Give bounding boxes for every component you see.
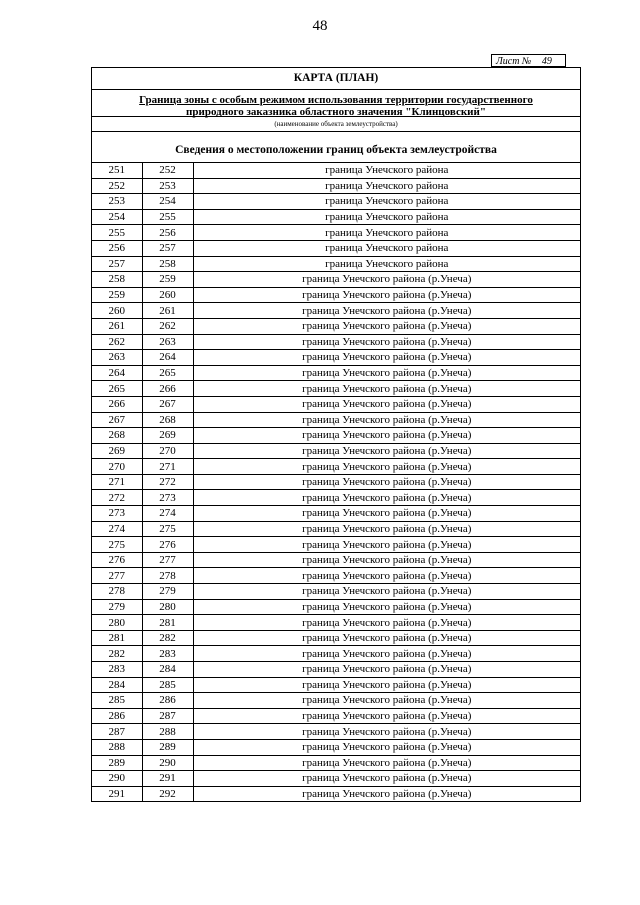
to-point-cell: 266 [142,381,193,397]
table-row [92,490,580,506]
to-point-cell: 288 [142,724,193,740]
to-point-cell: 267 [142,396,193,412]
from-point-cell: 268 [92,428,142,444]
description-cell: граница Унечского района (р.Унеча) [193,350,580,366]
table-row [92,739,580,755]
from-point-cell: 276 [92,552,142,568]
table-row [92,786,580,801]
table-row [92,287,580,303]
description-cell: граница Унечского района [193,240,580,256]
table-row [92,334,580,350]
from-point-cell: 270 [92,459,142,475]
table-row [92,272,580,288]
to-point-cell: 272 [142,474,193,490]
from-point-cell: 255 [92,225,142,241]
from-point-cell: 257 [92,256,142,272]
table-row [92,443,580,459]
from-point-cell: 256 [92,240,142,256]
from-point-cell: 286 [92,708,142,724]
table-row [92,225,580,241]
sheet-number: 49 [534,56,560,68]
to-point-cell: 264 [142,350,193,366]
table-row [92,459,580,475]
to-point-cell: 276 [142,537,193,553]
to-point-cell: 280 [142,599,193,615]
description-cell: граница Унечского района (р.Унеча) [193,568,580,584]
table-row [92,662,580,678]
to-point-cell: 290 [142,755,193,771]
description-cell: граница Унечского района (р.Унеча) [193,630,580,646]
to-point-cell: 282 [142,630,193,646]
to-point-cell: 273 [142,490,193,506]
to-point-cell: 274 [142,506,193,522]
table-row [92,350,580,366]
description-cell: граница Унечского района (р.Унеча) [193,677,580,693]
table-row [92,552,580,568]
description-cell: граница Унечского района (р.Унеча) [193,786,580,801]
description-cell: граница Унечского района (р.Унеча) [193,443,580,459]
table-row [92,755,580,771]
object-name-line-1: Граница зоны с особым режимом использования территории государственного [139,94,533,106]
section-title: Сведения о местоположении границ объекта землеустройства [92,138,580,163]
table-row [92,303,580,319]
to-point-cell: 287 [142,708,193,724]
table-row [92,178,580,194]
table-row [92,428,580,444]
from-point-cell: 273 [92,506,142,522]
from-point-cell: 271 [92,474,142,490]
to-point-cell: 255 [142,209,193,225]
description-cell: граница Унечского района (р.Унеча) [193,412,580,428]
from-point-cell: 284 [92,677,142,693]
description-cell: граница Унечского района (р.Унеча) [193,474,580,490]
to-point-cell: 259 [142,272,193,288]
table-row [92,771,580,787]
from-point-cell: 258 [92,272,142,288]
to-point-cell: 292 [142,786,193,801]
table-row [92,412,580,428]
from-point-cell: 288 [92,739,142,755]
to-point-cell: 271 [142,459,193,475]
description-cell: граница Унечского района (р.Унеча) [193,490,580,506]
description-cell: граница Унечского района (р.Унеча) [193,334,580,350]
description-cell: граница Унечского района (р.Унеча) [193,771,580,787]
from-point-cell: 261 [92,318,142,334]
table-row [92,194,580,210]
description-cell: граница Унечского района (р.Унеча) [193,755,580,771]
table-row [92,584,580,600]
to-point-cell: 252 [142,163,193,178]
from-point-cell: 253 [92,194,142,210]
from-point-cell: 254 [92,209,142,225]
object-name [92,90,580,116]
to-point-cell: 268 [142,412,193,428]
to-point-cell: 281 [142,615,193,631]
to-point-cell: 270 [142,443,193,459]
description-cell: граница Унечского района (р.Унеча) [193,599,580,615]
description-cell: граница Унечского района (р.Унеча) [193,506,580,522]
sheet-number-box [491,54,566,67]
object-name-line-2: природного заказника областного значения "Клинцовский" [186,106,486,118]
to-point-cell: 286 [142,693,193,709]
description-cell: граница Унечского района [193,225,580,241]
from-point-cell: 280 [92,615,142,631]
to-point-cell: 278 [142,568,193,584]
description-cell: граница Унечского района (р.Унеча) [193,303,580,319]
table-row [92,163,580,178]
table-row [92,256,580,272]
table-row [92,724,580,740]
from-point-cell: 272 [92,490,142,506]
description-cell: граница Унечского района (р.Унеча) [193,662,580,678]
to-point-cell: 258 [142,256,193,272]
description-cell: граница Унечского района (р.Унеча) [193,552,580,568]
to-point-cell: 277 [142,552,193,568]
to-point-cell: 262 [142,318,193,334]
description-cell: граница Унечского района [193,194,580,210]
table-row [92,630,580,646]
sheet-label: Лист № [496,56,532,67]
map-plan-frame [91,67,581,802]
from-point-cell: 278 [92,584,142,600]
from-point-cell: 263 [92,350,142,366]
to-point-cell: 291 [142,771,193,787]
to-point-cell: 253 [142,178,193,194]
description-cell: граница Унечского района (р.Унеча) [193,724,580,740]
table-row [92,506,580,522]
description-cell: граница Унечского района [193,163,580,178]
to-point-cell: 263 [142,334,193,350]
description-cell: граница Унечского района (р.Унеча) [193,365,580,381]
to-point-cell: 285 [142,677,193,693]
to-point-cell: 279 [142,584,193,600]
from-point-cell: 266 [92,396,142,412]
table-row [92,209,580,225]
description-cell: граница Унечского района (р.Унеча) [193,381,580,397]
to-point-cell: 275 [142,521,193,537]
from-point-cell: 252 [92,178,142,194]
table-row [92,599,580,615]
to-point-cell: 260 [142,287,193,303]
from-point-cell: 281 [92,630,142,646]
from-point-cell: 267 [92,412,142,428]
table-row [92,381,580,397]
from-point-cell: 277 [92,568,142,584]
from-point-cell: 279 [92,599,142,615]
from-point-cell: 274 [92,521,142,537]
object-caption: (наименование объекта землеустройства) [92,116,580,132]
from-point-cell: 282 [92,646,142,662]
from-point-cell: 289 [92,755,142,771]
from-point-cell: 287 [92,724,142,740]
description-cell: граница Унечского района (р.Унеча) [193,318,580,334]
table-row [92,615,580,631]
from-point-cell: 283 [92,662,142,678]
from-point-cell: 290 [92,771,142,787]
from-point-cell: 264 [92,365,142,381]
table-row [92,318,580,334]
from-point-cell: 251 [92,163,142,178]
description-cell: граница Унечского района (р.Унеча) [193,521,580,537]
description-cell: граница Унечского района (р.Унеча) [193,739,580,755]
page-number: 48 [312,18,328,34]
table-row [92,240,580,256]
description-cell: граница Унечского района (р.Унеча) [193,646,580,662]
from-point-cell: 291 [92,786,142,801]
to-point-cell: 283 [142,646,193,662]
description-cell: граница Унечского района (р.Унеча) [193,693,580,709]
description-cell: граница Унечского района (р.Унеча) [193,537,580,553]
boundary-table-body [92,163,580,801]
table-row [92,646,580,662]
table-row [92,396,580,412]
description-cell: граница Унечского района (р.Унеча) [193,287,580,303]
description-cell: граница Унечского района [193,256,580,272]
description-cell: граница Унечского района [193,178,580,194]
table-row [92,677,580,693]
description-cell: граница Унечского района (р.Унеча) [193,708,580,724]
from-point-cell: 269 [92,443,142,459]
to-point-cell: 284 [142,662,193,678]
table-row [92,474,580,490]
from-point-cell: 260 [92,303,142,319]
description-cell: граница Унечского района (р.Унеча) [193,272,580,288]
table-row [92,521,580,537]
from-point-cell: 275 [92,537,142,553]
table-row [92,537,580,553]
map-title: КАРТА (ПЛАН) [92,68,580,90]
description-cell: граница Унечского района (р.Унеча) [193,396,580,412]
table-row [92,568,580,584]
to-point-cell: 261 [142,303,193,319]
to-point-cell: 265 [142,365,193,381]
to-point-cell: 269 [142,428,193,444]
to-point-cell: 254 [142,194,193,210]
to-point-cell: 256 [142,225,193,241]
boundary-table [92,163,580,801]
description-cell: граница Унечского района (р.Унеча) [193,459,580,475]
description-cell: граница Унечского района (р.Унеча) [193,584,580,600]
from-point-cell: 259 [92,287,142,303]
description-cell: граница Унечского района (р.Унеча) [193,428,580,444]
table-row [92,708,580,724]
from-point-cell: 262 [92,334,142,350]
from-point-cell: 265 [92,381,142,397]
to-point-cell: 289 [142,739,193,755]
description-cell: граница Унечского района (р.Унеча) [193,615,580,631]
table-row [92,693,580,709]
from-point-cell: 285 [92,693,142,709]
to-point-cell: 257 [142,240,193,256]
description-cell: граница Унечского района [193,209,580,225]
table-row [92,365,580,381]
